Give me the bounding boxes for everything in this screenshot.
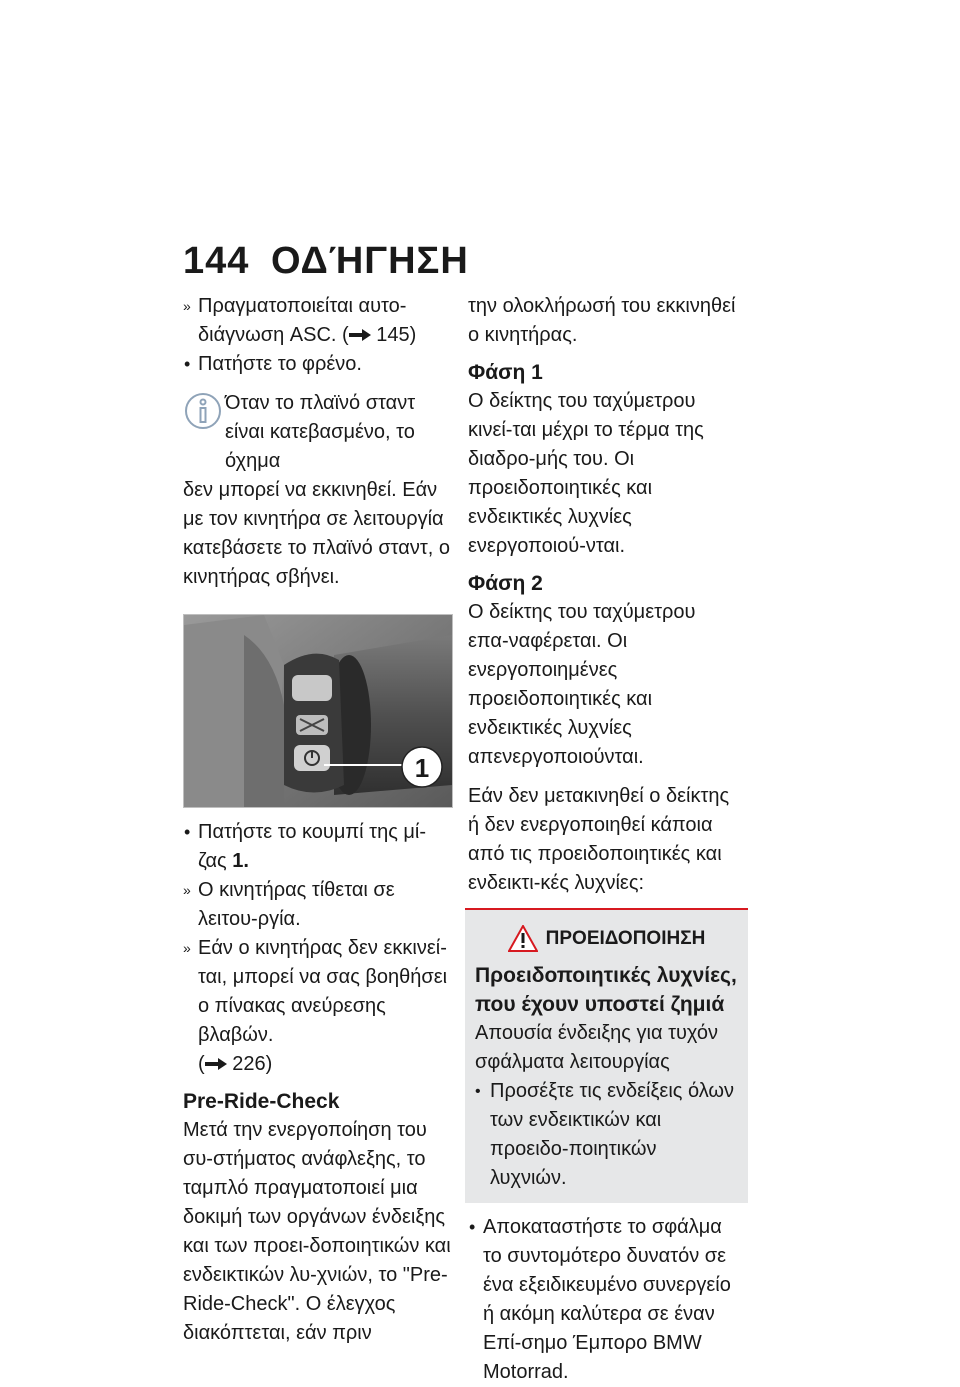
phase1-title: Φάση 1 [468, 361, 543, 384]
result-icon: » [183, 298, 191, 314]
list-item: » Πραγματοποιείται αυτο-διάγνωση ASC. ( 145) [183, 292, 451, 350]
warning-header [475, 924, 738, 953]
warning-text: Απουσία ένδειξης για τυχόν σφάλματα λειτουργίας [475, 1022, 718, 1073]
info-text-first: Όταν το πλαϊνό σταντ είναι κατεβασμένο, το όχημα [225, 392, 416, 472]
warning-box [465, 908, 748, 1203]
arrow-ref-icon [349, 329, 371, 341]
result-icon: » [183, 882, 191, 898]
bullet-icon: • [184, 822, 191, 842]
phase2-title: Φάση 2 [468, 572, 543, 595]
callout-label: 1 [414, 753, 430, 783]
info-text-rest: δεν μπορεί να εκκινηθεί. Εάν με τον κινητήρα σε λειτουργία κατεβάσετε το πλαϊνό σταντ, ο κινητήρας σβήνει. [183, 479, 450, 588]
info-icon [183, 391, 223, 431]
condition-text: Εάν δεν μετακινηθεί ο δείκτης ή δεν ενεργοποιηθεί κάποια από τις προειδοποιητικές και ενδεικτι-κές λυχνίες: [468, 785, 730, 894]
result-icon: » [183, 940, 191, 956]
warning-title: ΠΡΟΕΙΔΟΠΟΙΗΣΗ [545, 928, 706, 949]
arrow-ref-icon [205, 1058, 227, 1070]
phase2-text: Ο δείκτης του ταχύμετρου επα-ναφέρεται. Οι ενεργοποιημένες προειδοποιητικές και ενδεικτικές λυχνίες απενεργοποιούνται. [468, 601, 696, 768]
list-item: • Πατήστε το κουμπί της μί-ζας 1. [183, 818, 451, 876]
warning-triangle-icon [508, 925, 538, 952]
handlebar-photo [183, 614, 453, 808]
bullet-icon: • [475, 1083, 481, 1100]
bullet-icon: • [469, 1217, 476, 1237]
section-text: Μετά την ενεργοποίηση του συ-στήματος ανάφλεξης, το ταμπλό πραγματοποιεί μια δοκιμή των οργάνων ένδειξης και των προει-δοποιητικών και ενδεικτικών λυ-χνιών, το "Pre-Ride-Check". Ο έλεγχος διακόπτεται, εάν πριν [183, 1119, 451, 1344]
right-column [468, 292, 738, 1387]
list-item: • Αποκαταστήστε το σφάλμα το συντομότερο δυνατόν σε ένα εξειδικευμένο συνεργείο ή ακόμη καλύτερα σε έναν Επί-σημο Έμπορο BMW Motorrad. [468, 1213, 738, 1387]
warning-subtitle: Προειδοποιητικές λυχνίες, που έχουν υποστεί ζημιά [475, 964, 737, 1016]
continued-text: την ολοκλήρωσή του εκκινηθεί ο κινητήρας. [468, 295, 736, 346]
list-item: » Ο κινητήρας τίθεται σε λειτου-ργία. [183, 876, 451, 934]
bullet-icon: • [184, 354, 191, 374]
list-item: » Εάν ο κινητήρας δεν εκκινεί-ται, μπορεί να σας βοηθήσει ο πίνακας ανεύρεσης βλαβών. ( 226) [183, 934, 451, 1079]
page-header [183, 240, 469, 283]
left-column [183, 292, 451, 1348]
warning-bullet: • Προσέξτε τις ενδείξεις όλων των ενδεικτικών και προειδο-ποιητικών λυχνιών. [475, 1077, 738, 1193]
phase1-text: Ο δείκτης του ταχύμετρου κινεί-ται μέχρι το τέρμα της διαδρο-μής του. Οι προειδοποιητικές και ενδεικτικές λυχνίες ενεργοποιού-νται. [468, 390, 704, 557]
page-number: 144 [183, 240, 250, 282]
handlebar-image [184, 615, 452, 807]
chapter-title: ΟΔΉΓΗΣΗ [271, 240, 469, 282]
list-item: • Πατήστε το φρένο. [183, 350, 451, 379]
info-note [183, 389, 451, 592]
section-title: Pre-Ride-Check [183, 1090, 340, 1113]
